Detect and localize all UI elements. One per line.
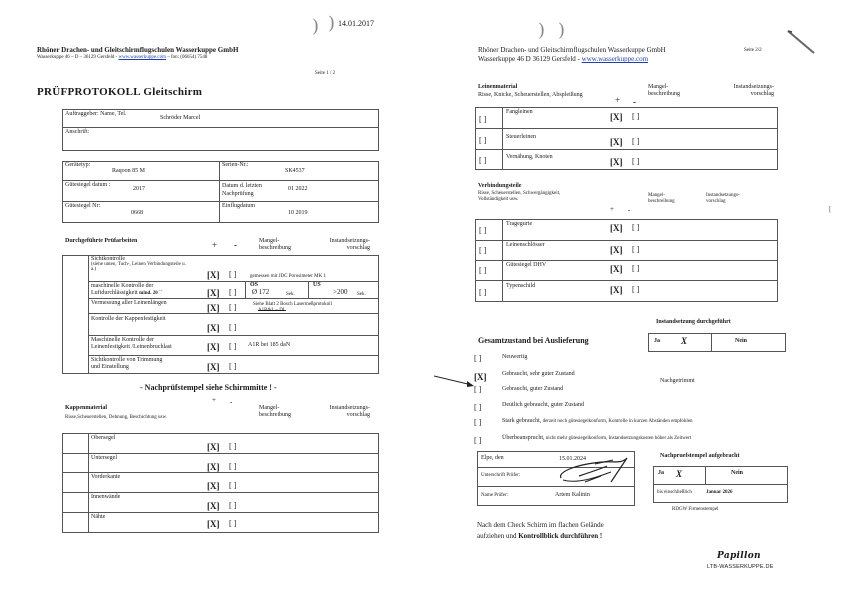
overall-option: Neuwertig [502,354,528,360]
plus-header: + [212,396,216,404]
divider [308,281,309,298]
overall-checkbox[interactable]: [ ] [474,436,482,445]
checkbox-minus[interactable]: [ ] [632,285,640,294]
checkbox-plus[interactable]: [X] [610,245,623,255]
table-row: Typenschild [506,283,536,289]
checkbox-minus[interactable]: [ ] [632,245,640,254]
checkbox-minus[interactable]: [ ] [632,137,640,146]
row-note: A1R bei 185 daN [248,342,291,348]
overall-option: Gebraucht, guter Zustand [502,386,564,392]
repair-column-header: Instandsetzungs- vorschlag [733,84,774,97]
checkbox-plus[interactable]: [X] [207,288,220,298]
seal-date-label: Gütesiegel datum : [65,182,111,188]
defect-column-header: Mangel- beschreibung [648,84,680,97]
table-row: Vorderkante [91,474,121,480]
divider [653,484,788,485]
lines-sub: Risse, Knicke, Scheuerstellen, Abspleißung [478,92,583,98]
divider [62,492,379,493]
divider [62,512,379,513]
divider [705,466,706,484]
last-check-value: 01 2022 [288,186,308,192]
divider [88,281,379,282]
checkbox-minus[interactable]: [ ] [632,264,640,273]
row-note: gemessen mit JDC Porosimeter MK 1 [250,274,326,279]
divider [88,255,89,374]
footer-instruction-2: aufziehen und Kontrollblick durchführen ! [477,532,603,540]
scan-mark: ) [538,20,546,41]
divider [88,335,379,336]
minus-header: - [230,398,233,406]
divider [88,433,89,533]
last-check-label: Datum d. letzten Nachprüfung [222,183,262,197]
divider [219,161,220,223]
row-checkbox[interactable]: [ ] [479,226,487,235]
plus-header: + [212,240,218,250]
inspection-date: 15.01.2024 [559,456,586,462]
divider [62,453,379,454]
scan-mark: [ [829,205,832,213]
canopy-table [62,433,379,533]
repair-done-yes-mark[interactable]: X [681,336,688,346]
table-row: maschinelle Kontrolle der Luftdurchlässigkeit mind. 20 `` [91,283,163,296]
table-row: Vermessung aller Leinenlängen [91,300,167,306]
stamp-yes-mark[interactable]: X [676,469,683,479]
divider [711,333,712,352]
company-url-link[interactable]: www.wasserkuppe.com [581,55,649,63]
os-unit: Sek. [286,292,295,297]
table-row: Leinenschlösser [506,242,545,248]
table-row: Untersegel [91,455,117,461]
divider [475,260,778,261]
overall-checkbox[interactable]: [ ] [474,418,482,427]
company-address: Wasserkuppe 46 D 36129 Gersfeld - www.wasserkuppe.com [478,55,649,63]
checkbox-plus[interactable]: [X] [207,481,220,491]
defect-column-header: Mangel- beschreibung [648,193,675,204]
ltb-logo-text: LTB-WASSERKUPPE.DE [707,564,774,570]
plus-header: + [615,95,621,105]
company-name: Rhöner Drachen- und Gleitschirmflugschulen Wasserkuppe GmbH [478,46,666,54]
client-name: Schröder Marcel [160,115,201,121]
examiner-name-label: Name Prüfer: [481,493,509,498]
first-flight-value: 10 2019 [288,210,308,216]
table-row: Gütesiegel DHV [506,262,547,268]
connectors-sub: Risse, Scheuerstellen, Schwergängigkeit, Vollständigkeit usw. [478,191,561,202]
first-flight-label: Einflugdatum [222,203,255,209]
overall-heading: Gesamtzustand bei Auslieferung [478,336,589,345]
checkbox-plus[interactable]: [X] [207,270,220,280]
canopy-heading: Kappenmaterial [65,405,107,411]
table-row: Innenwände [91,494,121,500]
serial-label: Serien-Nr.: [222,162,249,168]
plus-header: + [610,205,614,213]
checkbox-minus[interactable]: [ ] [229,342,237,351]
company-address: Wasserkuppe 46 – D – 36129 Gersfeld - www.wasserkuppe.com – fon: (06654) 7548 [37,55,208,60]
repair-column-header: Instandsetzungs- vorschlag [329,238,370,251]
client-label: Auftraggeber: Name, Tel. [65,111,127,117]
company-name: Rhöner Drachen- und Gleitschirmflugschulen Wasserkuppe GmbH [37,46,239,54]
repair-done-yes-label: Ja [654,338,660,344]
checkbox-plus[interactable]: [X] [207,342,220,352]
checkbox-minus[interactable]: [ ] [229,323,237,332]
canopy-sub: Risse,Scheuerstellen, Dehnung, Beschichtung usw. [65,415,168,420]
row-checkbox[interactable]: [ ] [479,136,487,145]
overall-option: Deutlich gebraucht, guter Zustand [502,402,584,408]
divider [475,240,778,241]
papillon-logo: Papillon [717,551,761,561]
address-label: Anschrift: [65,129,90,135]
scan-mark: ) [328,13,336,34]
os-label: OS [250,282,259,288]
scan-mark: ) [312,16,320,37]
row-checkbox[interactable]: [ ] [479,266,487,275]
device-type-label: Gerätetyp: [65,162,91,168]
repair-done-heading: Instandsetzung durchgeführt [656,319,731,325]
connectors-heading: Verbindungsteile [478,183,522,189]
stamp-heading: Nachpruefstempel aufgebracht [660,453,740,459]
divider [62,127,379,128]
row-checkbox[interactable]: [ ] [479,115,487,124]
device-type-value: Raqoon 85 M [112,168,145,174]
overall-checkbox[interactable]: [ ] [474,385,482,394]
checkbox-plus[interactable]: [X] [207,362,220,372]
signature-label: Unterschrift Prüfer: [481,473,521,478]
checkbox-minus[interactable]: [ ] [229,481,237,490]
signature-icon [555,454,635,488]
checkbox-minus[interactable]: [ ] [229,270,237,279]
overall-checkbox[interactable]: [ ] [474,403,482,412]
overall-checkbox[interactable]: [X] [474,372,487,382]
scan-mark: ) [558,20,566,41]
checkbox-plus[interactable]: [X] [610,112,623,122]
checkbox-plus[interactable]: [X] [610,223,623,233]
seal-nr-value: 0668 [131,210,143,216]
place-label: Elpe, den [481,455,504,461]
divider [502,107,503,170]
divider [62,472,379,473]
us-value: >200 [333,288,348,296]
table-row: Fangleinen [506,109,533,115]
checkbox-plus[interactable]: [X] [207,519,220,529]
table-row: Tragegurte [506,221,533,227]
page-number: Seite 2/2 [744,48,762,53]
divider [475,280,778,281]
checkbox-minus[interactable]: [ ] [229,442,237,451]
checkbox-plus[interactable]: [X] [207,442,220,452]
checkbox-minus[interactable]: [ ] [229,362,237,371]
overall-checkbox[interactable]: [ ] [474,354,482,363]
row-checkbox[interactable]: [ ] [479,246,487,255]
checkbox-plus[interactable]: [X] [610,285,623,295]
divider [88,355,379,356]
os-value: Ø 172 [252,288,270,296]
checkbox-plus[interactable]: [X] [610,137,623,147]
overall-option: Überbeansprucht, nicht mehr gütesiegelkonform, Instandsetzungskosten höher als Zeitwert [502,435,692,441]
row-checkbox[interactable]: [ ] [479,156,487,165]
checkbox-minus[interactable]: [ ] [229,462,237,471]
repair-done-box [648,333,786,352]
divider [88,298,379,299]
repair-column-header: Instandsetzungs- vorschlag [329,405,370,418]
checkbox-minus[interactable]: [ ] [229,501,237,510]
row-note: Siehe Blatt 2 Bosch Lasermeßprotokoll [253,302,332,307]
lines-heading: Leinenmaterial [478,84,518,90]
page-number: Seite 1 / 2 [315,71,336,76]
overall-option: Stark gebraucht, derzeit noch gütesiegelkonform, Kontrolle in kurzen Abständen empfohlen [502,418,693,424]
checkbox-minus[interactable]: [ ] [229,288,237,297]
stamp-no-label[interactable]: Nein [731,470,743,476]
table-row: Maschinelle Kontrolle der Leinenfestigkeit /Leinenbruchlast [91,337,172,350]
page-title: PRÜFPROTOKOLL Gleitschirm [37,86,203,98]
divider [62,180,379,181]
divider [475,128,778,129]
device-info-box [62,161,379,223]
footer-instruction-1: Nach dem Check Schirm im flachen Gelände [477,521,604,529]
stamp-until-value: Januar 2026 [706,490,733,495]
stamp-note: - Nachprüfstempel siehe Schirmmitte ! - [140,383,277,392]
pen-stroke-icon [786,28,816,56]
arrow-icon [434,374,476,388]
stamp-until-label: bis einschließlich [657,490,692,495]
checkbox-minus[interactable]: [ ] [632,112,640,121]
checkbox-plus[interactable]: [X] [207,323,220,333]
minus-header: - [234,240,237,250]
minus-header: - [633,97,636,107]
table-row: Nähte [91,514,106,520]
repair-column-header: Instandsetzungs- vorschlag [706,193,740,204]
defect-column-header: Mangel- beschreibung [259,405,291,418]
checkbox-minus[interactable]: [ ] [229,303,237,312]
table-row: Sichtkontrolle (siehe unten, Tuch-, Leinen Verbindungsteile u. a.) [91,256,186,272]
table-row: Steuerleinen [506,134,536,140]
company-url-link[interactable]: www.wasserkuppe.com [118,55,166,60]
divider [88,313,379,314]
checkbox-plus[interactable]: [X] [610,157,623,167]
table-row: Vernähung, Knoten [506,154,553,160]
us-unit: Sek. [357,292,366,297]
seal-date-value: 2017 [133,186,145,192]
checkbox-plus[interactable]: [X] [207,462,220,472]
divider [245,281,246,298]
row-checkbox[interactable]: [ ] [479,288,487,297]
checkbox-plus[interactable]: [X] [610,264,623,274]
checkbox-minus[interactable]: [ ] [632,157,640,166]
divider [475,149,778,150]
repair-done-no-label[interactable]: Nein [735,338,747,344]
us-label: US [313,282,321,288]
minus-header: - [628,206,631,214]
seal-nr-label: Gütesiegel Nr: [65,203,101,209]
stamp-caption: RDGW Firmenstempel [672,507,719,512]
serial-value: SK4537 [285,168,305,174]
row-note-2: A1R&L – DL [258,308,286,313]
overall-option: Gebraucht, sehr guter Zustand [502,371,575,377]
checkbox-plus[interactable]: [X] [207,303,220,313]
retrimmed-note: Nachgetrimmt [660,378,695,384]
examiner-name: Artem Kalinin [555,492,590,498]
checkbox-plus[interactable]: [X] [207,501,220,511]
checkbox-minus[interactable]: [ ] [229,519,237,528]
stamp-yes-label: Ja [658,470,664,476]
tests-heading: Durchgeführte Prüfarbeiten [65,238,138,244]
divider [62,201,379,202]
table-row: Sichtkontrolle von Trimmung und Einstellung [91,357,163,370]
document-date: 14.01.2017 [338,19,374,28]
table-row: Kontrolle der Kappenfestigkeit [91,316,166,322]
checkbox-minus[interactable]: [ ] [632,223,640,232]
table-row: Obersegel [91,435,116,441]
defect-column-header: Mangel- beschreibung [259,238,291,251]
